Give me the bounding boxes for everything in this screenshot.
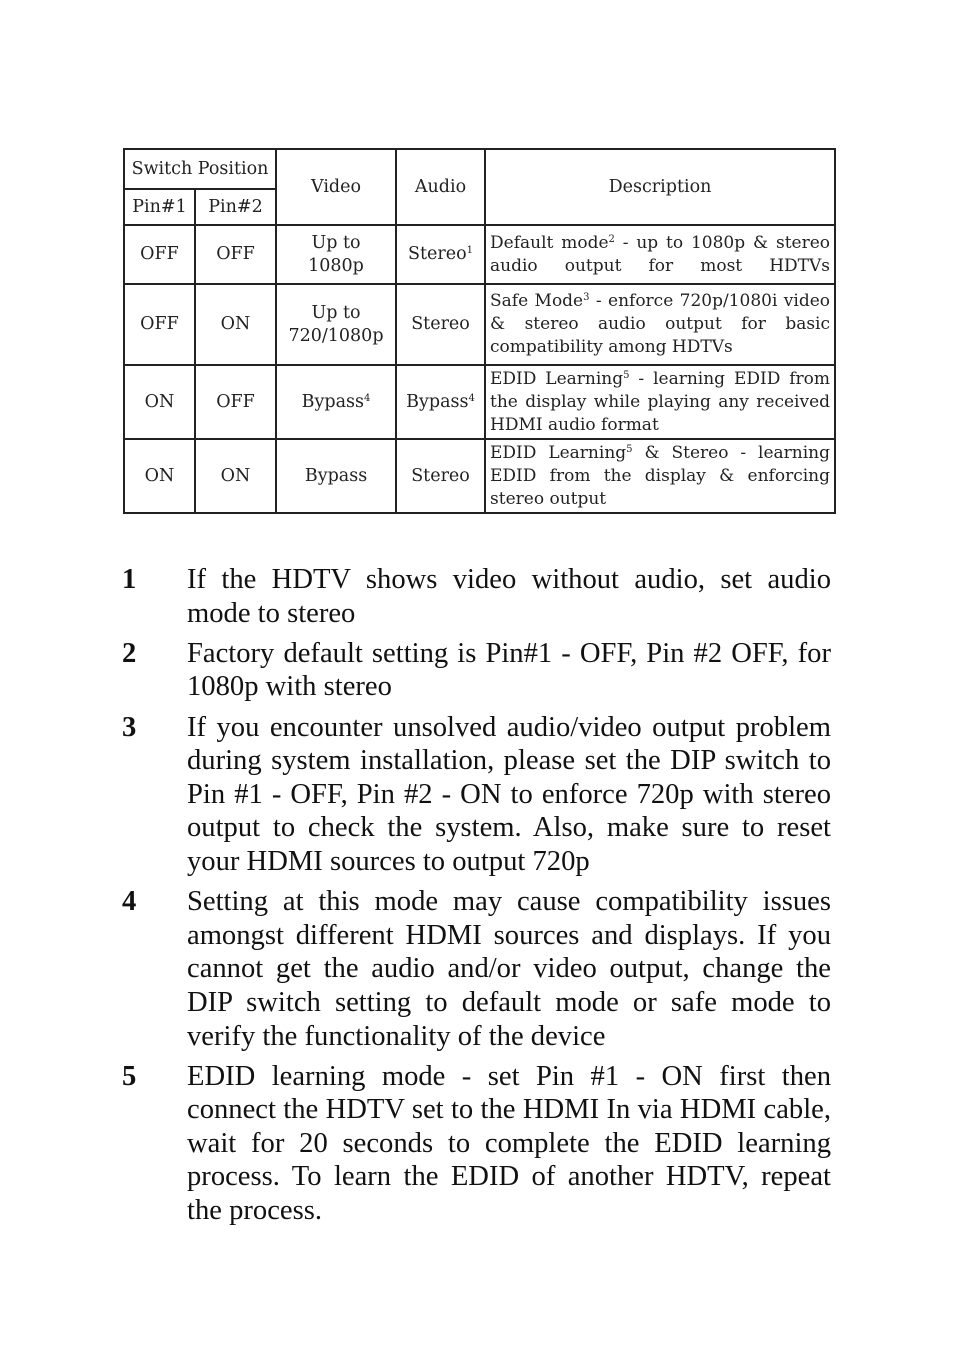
audio-value: Stereo xyxy=(396,439,485,513)
footnote-mark: 4 xyxy=(364,392,371,404)
description-text: EDID Learning xyxy=(490,442,627,463)
footnote-mark: 3 xyxy=(583,292,590,303)
pin2-header: Pin#2 xyxy=(195,189,276,225)
description-text: - enforce 720p/1080i video xyxy=(589,291,831,311)
table-row xyxy=(124,225,835,284)
footnote-mark: 2 xyxy=(608,233,615,245)
table-row xyxy=(124,365,835,439)
description-line xyxy=(490,290,830,313)
pin1-header: Pin#1 xyxy=(124,189,195,225)
table-row xyxy=(124,439,835,513)
description-value xyxy=(485,284,835,365)
footnote-number: 4 xyxy=(122,886,137,918)
footnote-number: 5 xyxy=(122,1060,137,1092)
description-line: the display while playing any received xyxy=(490,391,831,412)
audio-header: Audio xyxy=(396,149,485,225)
footnote-mark: 5 xyxy=(626,443,633,455)
pin2-value: ON xyxy=(195,439,276,513)
footnote-item xyxy=(122,711,831,879)
description-line xyxy=(490,232,830,255)
audio-value: Stereo xyxy=(396,284,485,365)
pin1-value: OFF xyxy=(124,284,195,365)
footnote-item xyxy=(122,1060,831,1228)
table-row xyxy=(124,284,835,365)
footnote-mark: 5 xyxy=(623,369,630,381)
description-value xyxy=(485,439,835,513)
footnote-item xyxy=(122,637,831,704)
audio-value xyxy=(396,225,485,284)
footnote-text: EDID learning mode - set Pin #1 - ON first then connect the HDTV set to the HDMI In via HDMI cable, wait for 20 seconds to complete the EDID learning process. To learn the EDID of another HDTV, repeat the process. xyxy=(187,1060,831,1227)
description-text: - up to 1080p & stereo xyxy=(614,232,831,253)
video-value: Bypass xyxy=(276,439,396,513)
description-line: stereo output xyxy=(490,488,607,509)
footnote-text: Factory default setting is Pin#1 - OFF, Pin #2 OFF, for 1080p with stereo xyxy=(187,637,831,703)
description-text: - learning EDID from xyxy=(629,368,831,389)
description-text: & Stereo - learning xyxy=(632,442,831,463)
video-line: 1080p xyxy=(308,255,364,276)
footnote-mark: 1 xyxy=(466,245,474,256)
video-line: 720/1080p xyxy=(288,325,384,346)
description-header: Description xyxy=(485,149,835,225)
audio-text: Bypass xyxy=(406,391,469,412)
video-value xyxy=(276,365,396,439)
footnote-number: 3 xyxy=(122,711,137,743)
description-line xyxy=(490,368,830,391)
video-value xyxy=(276,284,396,365)
footnote-number: 2 xyxy=(122,637,137,669)
footnote-text: Setting at this mode may cause compatibility issues amongst different HDMI sources and displays. If you cannot get the audio and/or video output, change the DIP switch setting to default mode or safe mode to verify the functionality of the device xyxy=(187,886,831,1052)
description-line xyxy=(490,442,830,465)
audio-text: Stereo xyxy=(408,244,467,264)
audio-value xyxy=(396,365,485,439)
pin1-value: OFF xyxy=(124,225,195,284)
footnotes-list xyxy=(122,563,831,1234)
pin2-value: OFF xyxy=(195,365,276,439)
pin1-value: ON xyxy=(124,439,195,513)
description-line: EDID from the display & enforcing xyxy=(490,465,831,486)
description-text: EDID Learning xyxy=(490,368,624,389)
switch-position-header: Switch Position xyxy=(124,149,276,189)
footnote-text: If you encounter unsolved audio/video output problem during system installation, please set the DIP switch to Pin #1 - OFF, Pin #2 - ON to enforce 720p with stereo output to check the system. Also, make sure to reset your HDMI sources to output 720p xyxy=(187,711,831,877)
video-line: Up to xyxy=(311,302,361,323)
pin2-value: OFF xyxy=(195,225,276,284)
footnote-item xyxy=(122,563,831,630)
description-text: Safe Mode xyxy=(490,291,584,311)
footnote-item xyxy=(122,885,831,1053)
pin2-value: ON xyxy=(195,284,276,365)
footnote-number: 1 xyxy=(122,564,137,595)
footnote-mark: 4 xyxy=(468,392,475,404)
description-value xyxy=(485,225,835,284)
video-header: Video xyxy=(276,149,396,225)
dip-switch-table xyxy=(123,148,836,514)
pin1-value: ON xyxy=(124,365,195,439)
footnote-text: If the HDTV shows video without audio, set audio mode to stereo xyxy=(187,564,831,629)
description-line: compatibility among HDTVs xyxy=(490,337,733,357)
description-line: audio output for most HDTVs xyxy=(490,255,831,276)
video-text: Bypass xyxy=(301,391,364,412)
description-line: & stereo audio output for basic xyxy=(490,314,831,334)
description-value xyxy=(485,365,835,439)
description-line: HDMI audio format xyxy=(490,414,659,435)
video-value xyxy=(276,225,396,284)
description-text: Default mode xyxy=(490,232,609,253)
video-line: Up to xyxy=(311,232,361,253)
